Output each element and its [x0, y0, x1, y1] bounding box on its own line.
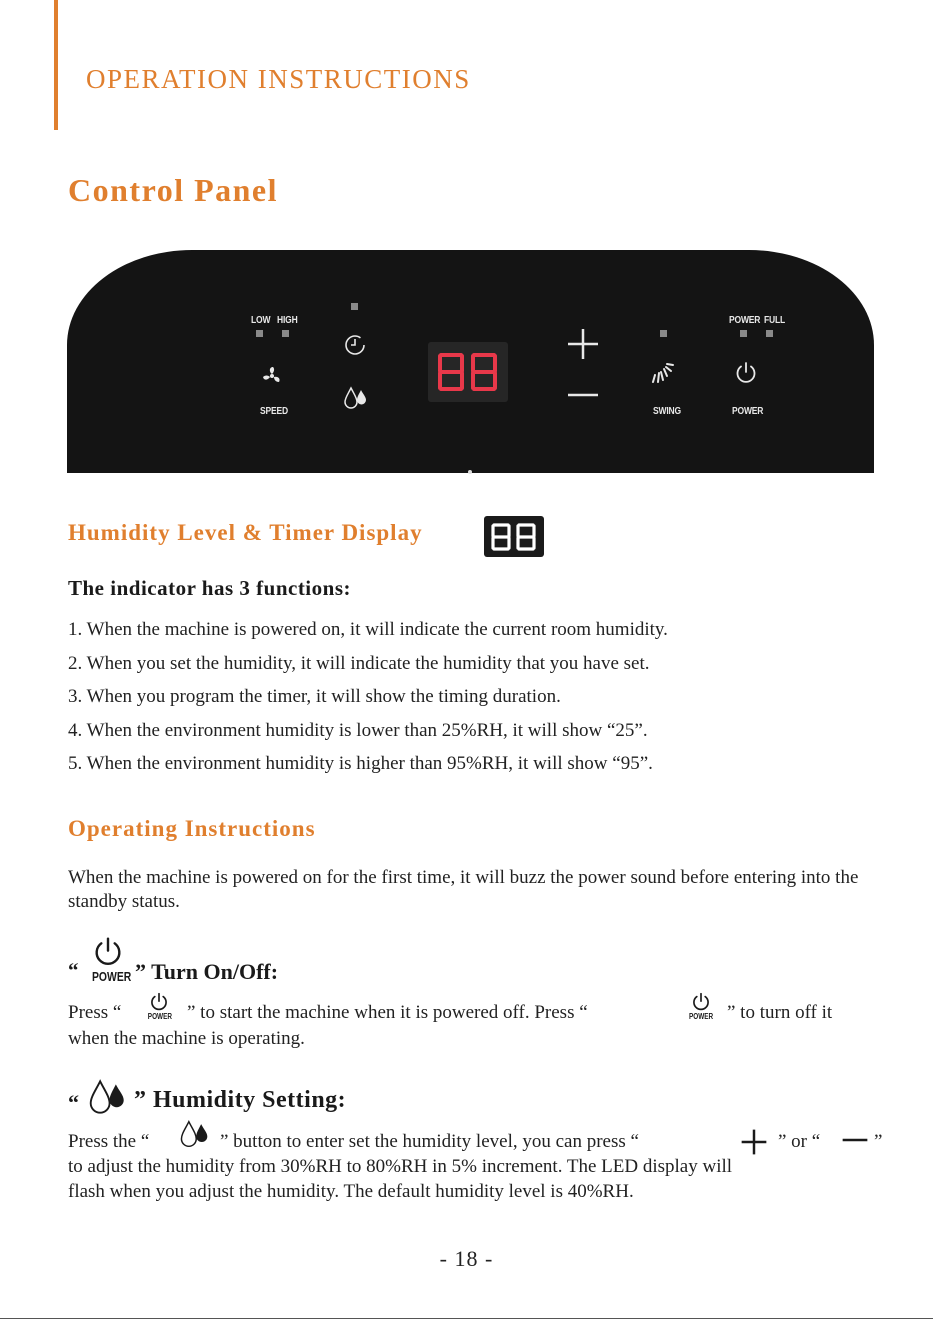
swing-led	[660, 330, 667, 337]
list-item: 1. When the machine is powered on, it will indicate the current room humidity.	[68, 619, 668, 640]
humidity-timer-display	[428, 342, 508, 402]
humidity-button-text: ” button to enter set the humidity level, you can press “	[220, 1131, 639, 1152]
list-item: 2. When you set the humidity, it will indicate the humidity that you have set.	[68, 652, 650, 674]
page-number: - 18 -	[439, 1246, 494, 1271]
control-panel-image	[67, 250, 874, 473]
close-quote: ”	[874, 1131, 883, 1152]
power-led	[740, 330, 747, 337]
list-item: 4. When the environment humidity is lower than 25%RH, it will show “25”.	[68, 719, 648, 741]
turn-on-mid-text: ” to start the machine when it is powered off. Press “	[187, 1002, 588, 1023]
plus-icon	[740, 1128, 768, 1156]
speed-label: SPEED	[260, 406, 288, 417]
list-item: 3. When you program the timer, it will show the timing duration.	[68, 686, 561, 707]
power-button-illustration	[88, 936, 132, 984]
header-accent-bar	[54, 0, 58, 130]
full-led	[766, 330, 773, 337]
indicator-functions-heading: The indicator has 3 functions:	[68, 576, 351, 600]
power-caption: POWER	[147, 1012, 172, 1021]
footer-divider	[0, 1318, 933, 1319]
fan-icon[interactable]	[261, 365, 283, 387]
power-led-label: POWER	[729, 315, 761, 326]
humidity-press-text: Press the “	[68, 1131, 150, 1152]
power-icon[interactable]	[734, 361, 758, 385]
humidity-display-title: Humidity Level & Timer Display	[68, 520, 423, 545]
power-icon	[92, 936, 124, 968]
timer-icon[interactable]	[343, 333, 367, 357]
display-88-digits	[437, 352, 499, 392]
speed-high-label: HIGH	[277, 315, 298, 326]
operating-instructions-title: Operating Instructions	[68, 816, 316, 841]
display-88-digits-small	[490, 522, 538, 552]
panel-center-dot	[468, 470, 472, 474]
humidity-setting-heading: ” Humidity Setting:	[134, 1087, 347, 1113]
timer-led	[351, 303, 358, 310]
power-label: POWER	[732, 406, 764, 417]
humidity-drops-icon	[86, 1076, 130, 1118]
full-led-label: FULL	[764, 315, 786, 326]
swing-label: SWING	[653, 406, 681, 417]
open-quote: “	[68, 958, 79, 982]
humidity-or-text: ” or “	[778, 1131, 821, 1152]
open-quote: “	[68, 1090, 79, 1115]
plus-icon[interactable]	[566, 327, 600, 361]
display-88-badge	[484, 516, 544, 557]
humidity-drops-icon	[173, 1118, 217, 1150]
humidity-drops-icon[interactable]	[342, 385, 370, 411]
page-header-title: OPERATION INSTRUCTIONS	[86, 64, 471, 94]
swing-icon[interactable]	[650, 360, 676, 386]
turn-on-press-text: Press “	[68, 1002, 122, 1023]
power-button-inline	[686, 992, 716, 1021]
list-item: 5. When the environment humidity is higher than 95%RH, it will show “95”.	[68, 753, 653, 774]
power-icon	[149, 992, 169, 1012]
turn-on-off-heading: ” Turn On/Off:	[135, 959, 279, 984]
speed-low-led	[256, 330, 263, 337]
turn-off-end-text: ” to turn off it	[727, 1002, 833, 1023]
humidity-line3: flash when you adjust the humidity. The default humidity level is 40%RH.	[68, 1181, 634, 1202]
indicator-functions-list	[68, 617, 668, 785]
power-caption: POWER	[92, 969, 132, 984]
minus-icon	[841, 1135, 869, 1145]
humidity-line2: to adjust the humidity from 30%RH to 80%RH in 5% increment. The LED display will	[68, 1156, 733, 1177]
control-panel-title: Control Panel	[68, 172, 279, 208]
power-button-inline	[145, 992, 173, 1021]
speed-low-label: LOW	[251, 315, 271, 326]
turn-off-line2: when the machine is operating.	[68, 1028, 305, 1049]
speed-high-led	[282, 330, 289, 337]
power-icon	[691, 992, 711, 1012]
power-caption: POWER	[689, 1012, 714, 1021]
operating-intro-text: When the machine is powered on for the first time, it will buzz the power sound before entering into the standby status.	[68, 867, 859, 912]
minus-icon[interactable]	[566, 390, 600, 400]
